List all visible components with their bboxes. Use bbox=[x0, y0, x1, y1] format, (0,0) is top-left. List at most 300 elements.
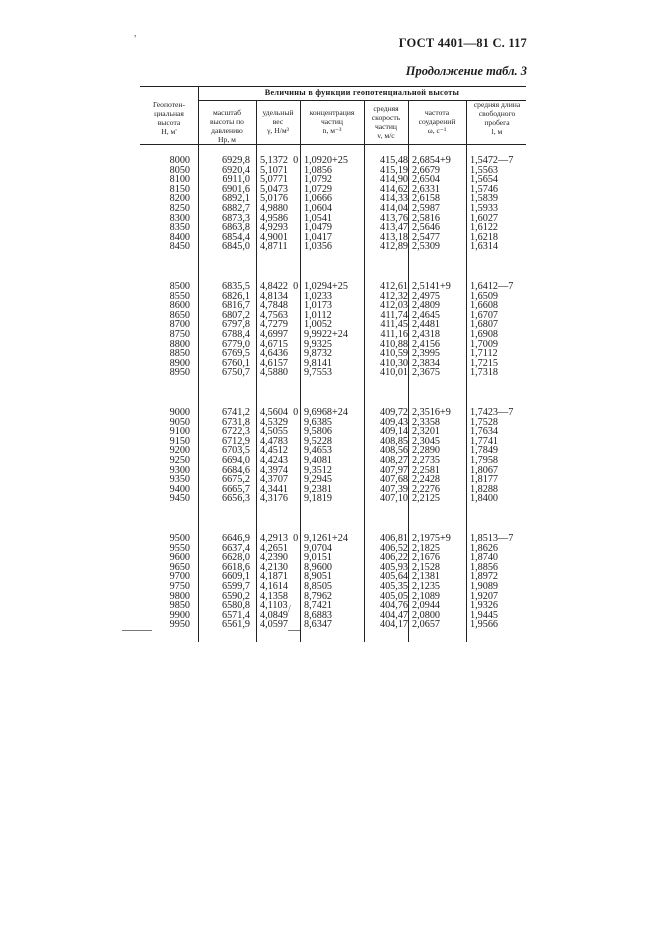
specific-weight-cell: 4,5604 0 bbox=[260, 407, 299, 418]
collision-frequency-cell: 2,4156 bbox=[412, 338, 441, 350]
specific-weight-cell: 4,6436 bbox=[260, 348, 289, 360]
free-path-cell: 1,6314 bbox=[470, 241, 499, 253]
column-divider bbox=[256, 100, 257, 642]
collision-frequency-cell: 2,3045 bbox=[412, 435, 441, 447]
altitude-cell: 9100 bbox=[169, 426, 190, 438]
scale-height-cell: 6599,7 bbox=[221, 580, 250, 592]
row-group bbox=[470, 156, 526, 252]
altitude-cell: 8450 bbox=[169, 241, 190, 253]
free-path-cell: 1,5654 bbox=[470, 174, 499, 186]
concentration-cell: 9,9325 bbox=[304, 338, 333, 350]
velocity-cell: 413,18 bbox=[379, 231, 408, 243]
altitude-cell: 8000 bbox=[169, 155, 190, 166]
velocity-cell: 412,61 bbox=[379, 281, 408, 292]
collision-frequency-cell: 2,5141+9 bbox=[412, 281, 451, 292]
collision-frequency-cell: 2,0800 bbox=[412, 609, 441, 621]
velocity-cell: 414,04 bbox=[379, 202, 408, 214]
free-path-cell: 1,8972 bbox=[470, 571, 499, 583]
free-path-cell: 1,9089 bbox=[470, 580, 499, 592]
velocity-cell: 407,97 bbox=[379, 464, 408, 476]
collision-frequency-cell: 2,2428 bbox=[412, 474, 441, 486]
velocity-cell: 411,16 bbox=[380, 328, 408, 340]
scale-height-cell: 6920,4 bbox=[221, 164, 250, 176]
specific-weight-cell: 5,0473 bbox=[260, 183, 289, 195]
collision-frequency-cell: 2,3516+9 bbox=[412, 407, 451, 418]
velocity-cell: 406,22 bbox=[379, 552, 408, 564]
scale-height-cell: 6901,6 bbox=[221, 183, 250, 195]
free-path-cell: 1,6218 bbox=[470, 231, 499, 243]
free-path-cell: 1,7112 bbox=[470, 348, 498, 360]
altitude-cell: 8250 bbox=[169, 202, 190, 214]
velocity-cell: 409,72 bbox=[379, 407, 408, 418]
scale-height-cell: 6590,2 bbox=[221, 590, 250, 602]
concentration-cell: 1,0479 bbox=[304, 222, 333, 234]
collision-frequency-cell: 2,3995 bbox=[412, 348, 441, 360]
specific-weight-cell: 4,5329 bbox=[260, 416, 289, 428]
page-header: ГОСТ 4401—81 С. 117 bbox=[398, 36, 527, 50]
velocity-cell: 414,62 bbox=[379, 183, 408, 195]
specific-weight-cell: 4,0849 bbox=[260, 609, 289, 621]
free-path-cell: 1,7528 bbox=[470, 416, 499, 428]
altitude-cell: 8600 bbox=[169, 300, 190, 312]
altitude-cell: 9550 bbox=[169, 542, 190, 554]
velocity-cell: 409,14 bbox=[379, 426, 408, 438]
specific-weight-cell: 4,8711 bbox=[260, 241, 288, 253]
concentration-cell: 9,8732 bbox=[304, 348, 333, 360]
velocity-cell: 407,10 bbox=[379, 493, 408, 505]
scale-height-cell: 6731,8 bbox=[221, 416, 250, 428]
collision-frequency-cell: 2,3675 bbox=[412, 367, 441, 379]
scale-height-cell: 6779,0 bbox=[221, 338, 250, 350]
collision-frequency-cell: 2,1676 bbox=[412, 552, 441, 564]
specific-weight-cell: 4,1871 bbox=[260, 571, 289, 583]
velocity-cell: 406,81 bbox=[379, 533, 408, 544]
free-path-cell: 1,9445 bbox=[470, 609, 499, 621]
free-path-cell: 1,8740 bbox=[470, 552, 499, 564]
concentration-cell: 8,7421 bbox=[304, 600, 333, 612]
group-title: Величины в функции геопотенциальной высоты bbox=[264, 88, 460, 97]
specific-weight-cell: 4,3176 bbox=[260, 493, 289, 505]
altitude-cell: 8800 bbox=[169, 338, 190, 350]
row-group bbox=[260, 534, 302, 630]
velocity-cell: 407,68 bbox=[379, 474, 408, 486]
concentration-cell: 9,2945 bbox=[304, 474, 333, 486]
velocity-cell: 404,17 bbox=[379, 619, 408, 631]
scale-height-cell: 6637,4 bbox=[221, 542, 250, 554]
free-path-cell: 1,7741 bbox=[470, 435, 499, 447]
row-group bbox=[412, 282, 472, 378]
row-group bbox=[304, 156, 362, 252]
concentration-cell: 9,9922+24 bbox=[304, 328, 348, 340]
altitude-cell: 9650 bbox=[169, 561, 190, 573]
scale-height-cell: 6873,3 bbox=[221, 212, 250, 224]
concentration-cell: 1,0052 bbox=[304, 319, 333, 331]
velocity-cell: 408,85 bbox=[379, 435, 408, 447]
scale-height-cell: 6835,5 bbox=[221, 281, 250, 292]
concentration-cell: 9,0704 bbox=[304, 542, 333, 554]
concentration-cell: 1,0666 bbox=[304, 193, 333, 205]
specific-weight-cell: 4,3441 bbox=[260, 483, 289, 495]
row-group bbox=[368, 534, 408, 630]
scale-height-cell: 6769,5 bbox=[221, 348, 250, 360]
free-path-cell: 1,8400 bbox=[470, 493, 499, 505]
altitude-cell: 8300 bbox=[169, 212, 190, 224]
concentration-cell: 9,1261+24 bbox=[304, 533, 348, 544]
scale-height-cell: 6580,8 bbox=[221, 600, 250, 612]
row-group bbox=[368, 408, 408, 504]
row-group bbox=[146, 156, 190, 252]
altitude-cell: 8850 bbox=[169, 348, 190, 360]
column-scale-height bbox=[202, 156, 250, 660]
specific-weight-cell: 4,0597 bbox=[260, 619, 289, 631]
altitude-cell: 9500 bbox=[169, 533, 190, 544]
collision-frequency-cell: 2,1381 bbox=[412, 571, 441, 583]
free-path-cell: 1,8513—7 bbox=[470, 533, 514, 544]
concentration-cell: 8,6347 bbox=[304, 619, 333, 631]
scale-height-cell: 6618,6 bbox=[221, 561, 250, 573]
free-path-cell: 1,7009 bbox=[470, 338, 499, 350]
collision-frequency-cell: 2,1235 bbox=[412, 580, 441, 592]
scale-height-cell: 6609,1 bbox=[221, 571, 250, 583]
specific-weight-cell: 4,7563 bbox=[260, 309, 289, 321]
concentration-cell: 9,0151 bbox=[304, 552, 333, 564]
concentration-cell: 1,0417 bbox=[304, 231, 333, 243]
specific-weight-cell: 4,1614 bbox=[260, 580, 289, 592]
row-group bbox=[412, 156, 472, 252]
column-divider bbox=[364, 100, 365, 642]
concentration-cell: 9,2381 bbox=[304, 483, 333, 495]
column-mean-free-path bbox=[470, 156, 526, 660]
collision-frequency-cell: 2,1975+9 bbox=[412, 533, 451, 544]
collision-frequency-cell: 2,0657 bbox=[412, 619, 441, 631]
scale-height-cell: 6703,5 bbox=[221, 445, 250, 457]
specific-weight-cell: 4,5055 bbox=[260, 426, 289, 438]
free-path-cell: 1,7423—7 bbox=[470, 407, 514, 418]
scale-height-cell: 6863,8 bbox=[221, 222, 250, 234]
free-path-cell: 1,7634 bbox=[470, 426, 499, 438]
free-path-cell: 1,9566 bbox=[470, 619, 499, 631]
scale-height-cell: 6845,0 bbox=[221, 241, 250, 253]
specific-weight-cell: 4,9001 bbox=[260, 231, 289, 243]
concentration-cell: 1,0729 bbox=[304, 183, 333, 195]
specific-weight-cell: 4,2913 0 bbox=[260, 533, 299, 544]
concentration-cell: 1,0112 bbox=[304, 309, 332, 321]
scale-height-cell: 6741,2 bbox=[221, 407, 250, 418]
specific-weight-cell: 4,8422 0 bbox=[260, 281, 299, 292]
scale-height-cell: 6788,4 bbox=[221, 328, 250, 340]
velocity-cell: 414,90 bbox=[379, 174, 408, 186]
velocity-cell: 404,47 bbox=[379, 609, 408, 621]
concentration-cell: 1,0541 bbox=[304, 212, 333, 224]
concentration-cell: 8,7962 bbox=[304, 590, 333, 602]
concentration-cell: 9,7553 bbox=[304, 367, 333, 379]
collision-frequency-cell: 2,6331 bbox=[412, 183, 441, 195]
specific-weight-cell: 5,1372 0 bbox=[260, 155, 299, 166]
altitude-cell: 9300 bbox=[169, 464, 190, 476]
specific-weight-cell: 4,2130 bbox=[260, 561, 289, 573]
altitude-cell: 9600 bbox=[169, 552, 190, 564]
scale-height-cell: 6628,0 bbox=[221, 552, 250, 564]
row-group bbox=[202, 408, 250, 504]
column-altitude bbox=[146, 156, 190, 660]
column-mean-velocity bbox=[368, 156, 408, 660]
collision-frequency-cell: 2,3834 bbox=[412, 357, 441, 369]
concentration-cell: 1,0356 bbox=[304, 241, 333, 253]
concentration-cell: 1,0294+25 bbox=[304, 281, 348, 292]
velocity-cell: 410,01 bbox=[379, 367, 408, 379]
specific-weight-cell: 4,9880 bbox=[260, 202, 289, 214]
row-group bbox=[202, 534, 250, 630]
collision-frequency-cell: 2,5987 bbox=[412, 202, 441, 214]
specific-weight-cell: 5,0176 bbox=[260, 193, 289, 205]
header-collision-frequency: частота соударений ω, с⁻¹ bbox=[418, 108, 456, 135]
free-path-cell: 1,7849 bbox=[470, 445, 499, 457]
free-path-cell: 1,8856 bbox=[470, 561, 499, 573]
row-group bbox=[412, 408, 472, 504]
row-group bbox=[146, 282, 190, 378]
specific-weight-cell: 4,4243 bbox=[260, 454, 289, 466]
altitude-cell: 8900 bbox=[169, 357, 190, 369]
concentration-cell: 9,6385 bbox=[304, 416, 333, 428]
free-path-cell: 1,6509 bbox=[470, 290, 499, 302]
scale-height-cell: 6826,1 bbox=[221, 290, 250, 302]
altitude-cell: 8700 bbox=[169, 319, 190, 331]
collision-frequency-cell: 2,1825 bbox=[412, 542, 441, 554]
altitude-cell: 9450 bbox=[169, 493, 190, 505]
collision-frequency-cell: 2,4481 bbox=[412, 319, 441, 331]
scan-mark: , bbox=[134, 28, 137, 39]
velocity-cell: 410,59 bbox=[379, 348, 408, 360]
altitude-cell: 8400 bbox=[169, 231, 190, 243]
row-group bbox=[202, 156, 250, 252]
altitude-cell: 8500 bbox=[169, 281, 190, 292]
altitude-cell: 8200 bbox=[169, 193, 190, 205]
velocity-cell: 411,74 bbox=[380, 309, 408, 321]
scale-height-cell: 6684,6 bbox=[221, 464, 250, 476]
specific-weight-cell: 4,4512 bbox=[260, 445, 289, 457]
velocity-cell: 408,56 bbox=[379, 445, 408, 457]
concentration-cell: 9,4653 bbox=[304, 445, 333, 457]
altitude-cell: 9050 bbox=[169, 416, 190, 428]
header-scale-height: масштаб высоты по давлению Hp, м bbox=[210, 108, 244, 144]
specific-weight-cell: 4,5880 bbox=[260, 367, 289, 379]
free-path-cell: 1,5839 bbox=[470, 193, 499, 205]
scale-height-cell: 6929,8 bbox=[221, 155, 250, 166]
collision-frequency-cell: 2,6854+9 bbox=[412, 155, 451, 166]
scale-height-cell: 6571,4 bbox=[221, 609, 250, 621]
altitude-cell: 9700 bbox=[169, 571, 190, 583]
altitude-cell: 9350 bbox=[169, 474, 190, 486]
row-group bbox=[146, 534, 190, 630]
scale-height-cell: 6750,7 bbox=[221, 367, 250, 379]
row-group bbox=[368, 282, 408, 378]
row-group bbox=[260, 156, 302, 252]
free-path-cell: 1,7318 bbox=[470, 367, 499, 379]
concentration-cell: 1,0792 bbox=[304, 174, 333, 186]
scale-height-cell: 6561,9 bbox=[221, 619, 250, 631]
altitude-cell: 9850 bbox=[169, 600, 190, 612]
collision-frequency-cell: 2,6158 bbox=[412, 193, 441, 205]
concentration-cell: 1,0604 bbox=[304, 202, 333, 214]
row-group bbox=[260, 408, 302, 504]
altitude-cell: 9000 bbox=[169, 407, 190, 418]
altitude-cell: 8650 bbox=[169, 309, 190, 321]
specific-weight-cell: 4,3707 bbox=[260, 474, 289, 486]
scale-height-cell: 6675,2 bbox=[221, 474, 250, 486]
velocity-cell: 408,27 bbox=[379, 454, 408, 466]
scale-height-cell: 6694,0 bbox=[221, 454, 250, 466]
concentration-cell: 8,8505 bbox=[304, 580, 333, 592]
row-group bbox=[470, 534, 526, 630]
altitude-cell: 9150 bbox=[169, 435, 190, 447]
concentration-cell: 8,6883 bbox=[304, 609, 333, 621]
concentration-cell: 9,5806 bbox=[304, 426, 333, 438]
row-group bbox=[368, 156, 408, 252]
specific-weight-cell: 4,6997 bbox=[260, 328, 289, 340]
velocity-cell: 405,93 bbox=[379, 561, 408, 573]
altitude-cell: 8150 bbox=[169, 183, 190, 195]
scale-height-cell: 6911,0 bbox=[222, 174, 250, 186]
scale-height-cell: 6797,8 bbox=[221, 319, 250, 331]
column-specific-weight bbox=[260, 156, 302, 660]
altitude-cell: 9900 bbox=[169, 609, 190, 621]
collision-frequency-cell: 2,5309 bbox=[412, 241, 441, 253]
altitude-cell: 8550 bbox=[169, 290, 190, 302]
column-particle-concentration bbox=[304, 156, 362, 660]
row-group bbox=[470, 408, 526, 504]
collision-frequency-cell: 2,5816 bbox=[412, 212, 441, 224]
free-path-cell: 1,5472—7 bbox=[470, 155, 514, 166]
row-group bbox=[304, 534, 362, 630]
altitude-cell: 9250 bbox=[169, 454, 190, 466]
collision-frequency-cell: 2,4318 bbox=[412, 328, 441, 340]
velocity-cell: 410,88 bbox=[379, 338, 408, 350]
altitude-cell: 9950 bbox=[169, 619, 190, 631]
velocity-cell: 407,39 bbox=[379, 483, 408, 495]
collision-frequency-cell: 2,0944 bbox=[412, 600, 441, 612]
free-path-cell: 1,5746 bbox=[470, 183, 499, 195]
free-path-cell: 1,8626 bbox=[470, 542, 499, 554]
specific-weight-cell: 4,6715 bbox=[260, 338, 289, 350]
collision-frequency-cell: 2,2125 bbox=[412, 493, 441, 505]
collision-frequency-cell: 2,6679 bbox=[412, 164, 441, 176]
scale-height-cell: 6760,1 bbox=[221, 357, 250, 369]
collision-frequency-cell: 2,2581 bbox=[412, 464, 441, 476]
concentration-cell: 9,3512 bbox=[304, 464, 333, 476]
concentration-cell: 1,0920+25 bbox=[304, 155, 348, 166]
free-path-cell: 1,6608 bbox=[470, 300, 499, 312]
scale-height-cell: 6854,4 bbox=[221, 231, 250, 243]
scale-height-cell: 6816,7 bbox=[221, 300, 250, 312]
table-continuation-label: Продолжение табл. 3 bbox=[405, 64, 527, 78]
column-collision-frequency bbox=[412, 156, 472, 660]
header-mean-free-path: средняя длина свободного пробега l, м bbox=[473, 100, 521, 136]
free-path-cell: 1,6807 bbox=[470, 319, 499, 331]
row-group bbox=[470, 282, 526, 378]
velocity-cell: 412,03 bbox=[379, 300, 408, 312]
specific-weight-cell: 5,0771 bbox=[260, 174, 289, 186]
specific-weight-cell: 4,1358 bbox=[260, 590, 289, 602]
altitude-cell: 9800 bbox=[169, 590, 190, 602]
row-group bbox=[260, 282, 302, 378]
altitude-cell: 9750 bbox=[169, 580, 190, 592]
free-path-cell: 1,8288 bbox=[470, 483, 499, 495]
collision-frequency-cell: 2,2735 bbox=[412, 454, 441, 466]
header-particle-concentration: концентрация частиц n, м⁻³ bbox=[309, 108, 355, 135]
velocity-cell: 412,89 bbox=[379, 241, 408, 253]
velocity-cell: 415,19 bbox=[379, 164, 408, 176]
collision-frequency-cell: 2,3201 bbox=[412, 426, 441, 438]
specific-weight-cell: 4,3974 bbox=[260, 464, 289, 476]
scale-height-cell: 6892,1 bbox=[221, 193, 250, 205]
altitude-cell: 9400 bbox=[169, 483, 190, 495]
free-path-cell: 1,6122 bbox=[470, 222, 499, 234]
concentration-cell: 9,5228 bbox=[304, 435, 333, 447]
velocity-cell: 412,32 bbox=[379, 290, 408, 302]
column-divider bbox=[198, 86, 199, 642]
velocity-cell: 411,45 bbox=[380, 319, 408, 331]
free-path-cell: 1,6908 bbox=[470, 328, 499, 340]
free-path-cell: 1,8067 bbox=[470, 464, 499, 476]
collision-frequency-cell: 2,4809 bbox=[412, 300, 441, 312]
velocity-cell: 409,43 bbox=[379, 416, 408, 428]
free-path-cell: 1,6027 bbox=[470, 212, 499, 224]
concentration-cell: 8,9600 bbox=[304, 561, 333, 573]
free-path-cell: 1,8177 bbox=[470, 474, 499, 486]
concentration-cell: 9,6968+24 bbox=[304, 407, 348, 418]
scale-height-cell: 6807,2 bbox=[221, 309, 250, 321]
specific-weight-cell: 4,9586 bbox=[260, 212, 289, 224]
concentration-cell: 1,0173 bbox=[304, 300, 333, 312]
specific-weight-cell: 4,9293 bbox=[260, 222, 289, 234]
header-altitude: Геопотен- циальная высота H, м' bbox=[152, 100, 186, 136]
row-group bbox=[146, 408, 190, 504]
free-path-cell: 1,6707 bbox=[470, 309, 499, 321]
specific-weight-cell: 4,7848 bbox=[260, 300, 289, 312]
scale-height-cell: 6646,9 bbox=[221, 533, 250, 544]
scale-height-cell: 6656,3 bbox=[221, 493, 250, 505]
altitude-cell: 8750 bbox=[169, 328, 190, 340]
specific-weight-cell: 4,6157 bbox=[260, 357, 289, 369]
row-group bbox=[202, 282, 250, 378]
velocity-cell: 405,35 bbox=[379, 580, 408, 592]
free-path-cell: 1,9326 bbox=[470, 600, 499, 612]
specific-weight-cell: 4,8134 bbox=[260, 290, 289, 302]
collision-frequency-cell: 2,1528 bbox=[412, 561, 441, 573]
velocity-cell: 410,30 bbox=[379, 357, 408, 369]
velocity-cell: 405,64 bbox=[379, 571, 408, 583]
collision-frequency-cell: 2,2890 bbox=[412, 445, 441, 457]
header-mean-velocity: средняя скорость частиц v, м/с bbox=[371, 104, 401, 140]
collision-frequency-cell: 2,5477 bbox=[412, 231, 441, 243]
scan-mark: / bbox=[288, 604, 291, 615]
specific-weight-cell: 4,1103 bbox=[260, 600, 288, 612]
specific-weight-cell: 4,7279 bbox=[260, 319, 289, 331]
free-path-cell: 1,9207 bbox=[470, 590, 499, 602]
collision-frequency-cell: 2,4975 bbox=[412, 290, 441, 302]
concentration-cell: 9,8141 bbox=[304, 357, 333, 369]
altitude-cell: 9200 bbox=[169, 445, 190, 457]
free-path-cell: 1,5563 bbox=[470, 164, 499, 176]
concentration-cell: 8,9051 bbox=[304, 571, 333, 583]
concentration-cell: 1,0233 bbox=[304, 290, 333, 302]
row-group bbox=[304, 282, 362, 378]
concentration-cell: 9,1819 bbox=[304, 493, 333, 505]
collision-frequency-cell: 2,3358 bbox=[412, 416, 441, 428]
free-path-cell: 1,5933 bbox=[470, 202, 499, 214]
collision-frequency-cell: 2,4645 bbox=[412, 309, 441, 321]
velocity-cell: 404,76 bbox=[379, 600, 408, 612]
